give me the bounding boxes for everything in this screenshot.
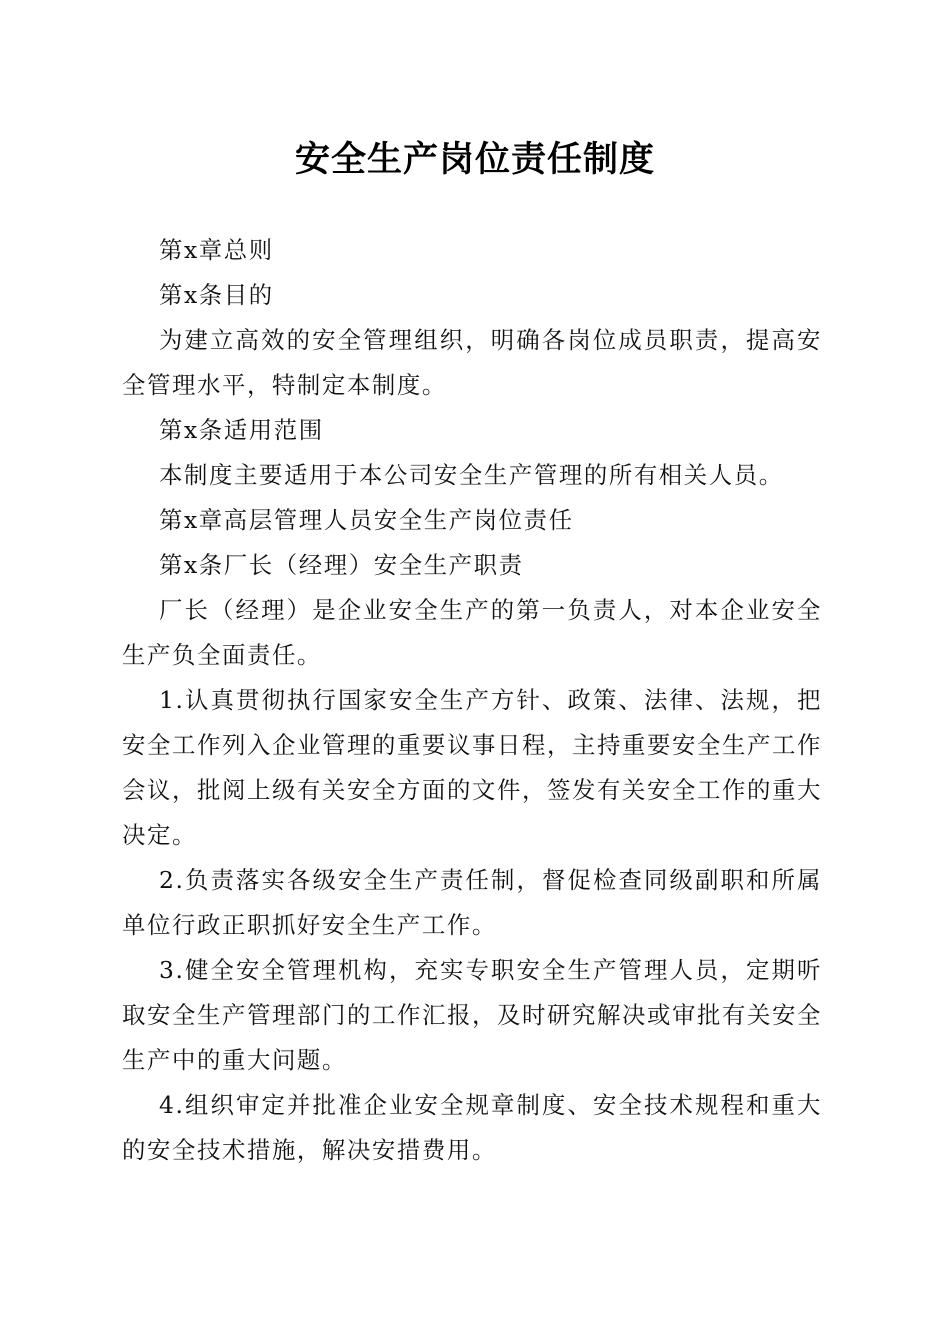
- chapter-heading-senior-management: 第x章高层管理人员安全生产岗位责任: [159, 506, 574, 534]
- document-title: 安全生产岗位责任制度: [294, 139, 655, 180]
- paragraph-purpose: 为建立高效的安全管理组织，明确各岗位成员职责，提高安全管理水平，特制定本制度。: [122, 326, 822, 399]
- list-item-2: 2.负责落实各级安全生产责任制，督促检查同级副职和所属单位行政正职抓好安全生产工作。: [122, 866, 822, 939]
- article-heading-director-duties: 第x条厂长（经理）安全生产职责: [159, 551, 524, 579]
- paragraph-director-responsibility: 厂长（经理）是企业安全生产的第一负责人，对本企业安全生产负全面责任。: [122, 596, 822, 669]
- list-item-3: 3.健全安全管理机构，充实专职安全生产管理人员，定期听取安全生产管理部门的工作汇报，及时研究解决或审批有关安全生产中的重大问题。: [122, 956, 822, 1074]
- article-heading-scope: 第x条适用范围: [159, 416, 324, 444]
- list-item-4: 4.组织审定并批准企业安全规章制度、安全技术规程和重大的安全技术措施，解决安措费用。: [122, 1091, 822, 1164]
- paragraph-scope: 本制度主要适用于本公司安全生产管理的所有相关人员。: [159, 461, 784, 489]
- chapter-heading-general: 第x章总则: [159, 236, 274, 264]
- article-heading-purpose: 第x条目的: [159, 281, 274, 309]
- list-item-1: 1.认真贯彻执行国家安全生产方针、政策、法律、法规，把安全工作列入企业管理的重要议事日程，主持重要安全生产工作会议，批阅上级有关安全方面的文件，签发有关安全工作的重大决定。: [122, 686, 822, 849]
- document-body: [122, 228, 822, 1173]
